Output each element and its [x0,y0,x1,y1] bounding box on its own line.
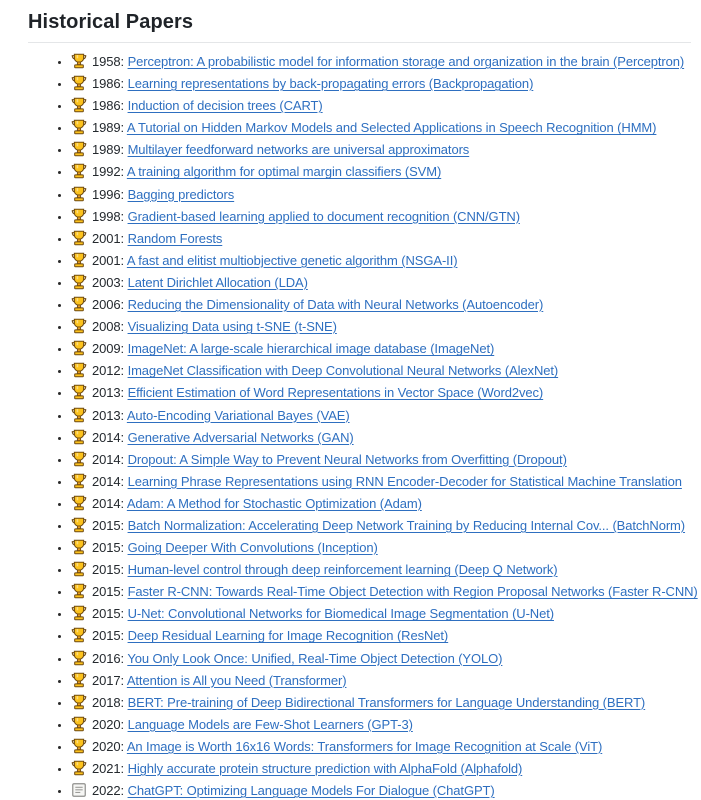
paper-year: 1998 : [92,209,124,224]
paper-item [71,360,691,382]
paper-item [71,228,691,250]
paper-item [71,471,691,493]
page-title: Historical Papers [28,9,691,43]
paper-year: 2015 : [92,562,124,577]
paper-item [71,316,691,338]
trophy-icon [71,451,87,467]
paper-item [71,515,691,537]
paper-link[interactable]: A training algorithm for optimal margin classifiers (SVM) [126,164,442,180]
paper-item [71,537,691,559]
paper-year: 1958 : [92,54,124,69]
paper-year: 2013 : [92,408,124,423]
trophy-icon [71,318,87,334]
trophy-icon [71,627,87,643]
paper-year: 1989 : [92,142,124,157]
trophy-icon [71,583,87,599]
trophy-icon [71,672,87,688]
paper-item [71,692,691,714]
paper-link[interactable]: Human-level control through deep reinforcement learning (Deep Q Network) [127,562,558,578]
paper-year: 2015 : [92,628,124,643]
paper-link[interactable]: Auto-Encoding Variational Bayes (VAE) [126,407,350,423]
paper-item [71,603,691,625]
paper-link[interactable]: BERT: Pre-training of Deep Bidirectional Transformers for Language Understanding (BERT) [127,694,646,710]
paper-year: 2015 : [92,606,124,621]
paper-year: 2014 : [92,496,124,511]
paper-link[interactable]: Perceptron: A probabilistic model for information storage and organization in the brain (Perceptron) [127,54,685,69]
paper-year: 1996 : [92,187,124,202]
trophy-icon [71,384,87,400]
trophy-icon [71,694,87,710]
paper-year: 2015 : [92,540,124,555]
paper-year: 1989 : [92,120,124,135]
paper-link[interactable]: Reducing the Dimensionality of Data with Neural Networks (Autoencoder) [127,297,544,313]
paper-year: 2022 : [92,783,124,798]
paper-link[interactable]: Learning Phrase Representations using RNN Encoder-Decoder for Statistical Machine Translation [127,473,682,489]
papers-list [28,51,698,800]
paper-year: 2012 : [92,363,124,378]
trophy-icon [71,429,87,445]
paper-link[interactable]: A Tutorial on Hidden Markov Models and Selected Applications in Speech Recognition (HMM) [126,120,657,136]
paper-link[interactable]: Faster R-CNN: Towards Real-Time Object Detection with Region Proposal Networks (Faster R-CNN) [127,584,698,600]
trophy-icon [71,495,87,511]
paper-link[interactable]: Efficient Estimation of Word Representations in Vector Space (Word2vec) [127,385,544,401]
paper-link[interactable]: Induction of decision trees (CART) [127,98,323,114]
paper-item [71,51,691,73]
paper-link[interactable]: Language Models are Few-Shot Learners (GPT-3) [127,716,413,732]
paper-item [71,294,691,316]
paper-year: 2006 : [92,297,124,312]
trophy-icon [71,274,87,290]
trophy-icon [71,561,87,577]
paper-item [71,493,691,515]
paper-item [71,714,691,736]
paper-link[interactable]: Random Forests [127,230,223,246]
paper-item [71,338,691,360]
paper-item [71,736,691,758]
paper-year: 1986 : [92,98,124,113]
trophy-icon [71,760,87,776]
paper-year: 2016 : [92,651,124,666]
trophy-icon [71,163,87,179]
paper-item [71,427,691,449]
paper-link[interactable]: Learning representations by back-propagating errors (Backpropagation) [127,76,534,92]
paper-item [71,581,698,603]
paper-year: 2013 : [92,385,124,400]
paper-link[interactable]: Dropout: A Simple Way to Prevent Neural Networks from Overfitting (Dropout) [127,451,567,467]
paper-year: 2020 : [92,739,124,754]
paper-link[interactable]: Visualizing Data using t-SNE (t-SNE) [127,319,337,335]
trophy-icon [71,186,87,202]
trophy-icon [71,119,87,135]
paper-item [71,625,691,647]
paper-link[interactable]: An Image is Worth 16x16 Words: Transformers for Image Recognition at Scale (ViT) [126,738,603,754]
paper-link[interactable]: Generative Adversarial Networks (GAN) [127,429,354,445]
paper-item [71,559,691,581]
paper-year: 1986 : [92,76,124,91]
trophy-icon [71,75,87,91]
trophy-icon [71,517,87,533]
paper-link[interactable]: Bagging predictors [127,186,235,202]
paper-year: 2021 : [92,761,124,776]
paper-item [71,648,691,670]
paper-year: 2003 : [92,275,124,290]
trophy-icon [71,473,87,489]
paper-item [71,405,691,427]
paper-year: 2018 : [92,695,124,710]
paper-year: 2001 : [92,253,124,268]
paper-link[interactable]: Attention is All you Need (Transformer) [126,672,347,688]
paper-year: 1992 : [92,164,124,179]
paper-item [71,139,691,161]
paper-link[interactable]: ImageNet Classification with Deep Convolutional Neural Networks (AlexNet) [127,363,559,379]
paper-item [71,670,691,692]
paper-item [71,758,691,780]
paper-year: 2014 : [92,474,124,489]
notepad-icon [71,782,87,798]
paper-link[interactable]: A fast and elitist multiobjective genetic algorithm (NSGA-II) [126,252,458,268]
paper-year: 2014 : [92,452,124,467]
paper-link[interactable]: ImageNet: A large-scale hierarchical image database (ImageNet) [127,341,495,357]
paper-item [71,161,691,183]
paper-year: 2014 : [92,430,124,445]
paper-link[interactable]: Adam: A Method for Stochastic Optimization (Adam) [126,495,422,511]
paper-year: 2008 : [92,319,124,334]
paper-item [71,780,691,800]
trophy-icon [71,208,87,224]
trophy-icon [71,605,87,621]
paper-item [71,95,691,117]
paper-year: 2001 : [92,231,124,246]
paper-item [71,206,691,228]
paper-item [71,117,691,139]
trophy-icon [71,296,87,312]
paper-link[interactable]: Latent Dirichlet Allocation (LDA) [127,274,308,290]
paper-item [71,184,691,206]
trophy-icon [71,230,87,246]
paper-item [71,382,691,404]
paper-link[interactable]: Going Deeper With Convolutions (Inception) [127,540,378,556]
trophy-icon [71,738,87,754]
paper-item [71,272,691,294]
paper-item [71,449,691,471]
paper-link[interactable]: Deep Residual Learning for Image Recognition (ResNet) [127,628,449,644]
trophy-icon [71,539,87,555]
paper-year: 2020 : [92,717,124,732]
paper-link[interactable]: Multilayer feedforward networks are universal approximators [127,142,470,158]
trophy-icon [71,716,87,732]
trophy-icon [71,407,87,423]
paper-year: 2017 : [92,673,124,688]
trophy-icon [71,53,87,69]
paper-item [71,250,691,272]
paper-year: 2015 : [92,584,124,599]
trophy-icon [71,362,87,378]
paper-item [71,73,691,95]
paper-link[interactable]: U-Net: Convolutional Networks for Biomedical Image Segmentation (U-Net) [127,606,554,622]
paper-link[interactable]: You Only Look Once: Unified, Real-Time Object Detection (YOLO) [127,650,503,666]
paper-link[interactable]: Batch Normalization: Accelerating Deep Network Training by Reducing Internal Cov... (BatchNorm) [127,517,686,533]
trophy-icon [71,97,87,113]
trophy-icon [71,141,87,157]
trophy-icon [71,340,87,356]
paper-link[interactable]: Highly accurate protein structure prediction with AlphaFold (Alphafold) [127,761,523,776]
paper-link[interactable]: Gradient-based learning applied to document recognition (CNN/GTN) [127,208,520,224]
paper-year: 2009 : [92,341,124,356]
paper-link[interactable]: ChatGPT: Optimizing Language Models For Dialogue (ChatGPT) [127,783,495,799]
trophy-icon [71,650,87,666]
trophy-icon [71,252,87,268]
paper-year: 2015 : [92,518,124,533]
